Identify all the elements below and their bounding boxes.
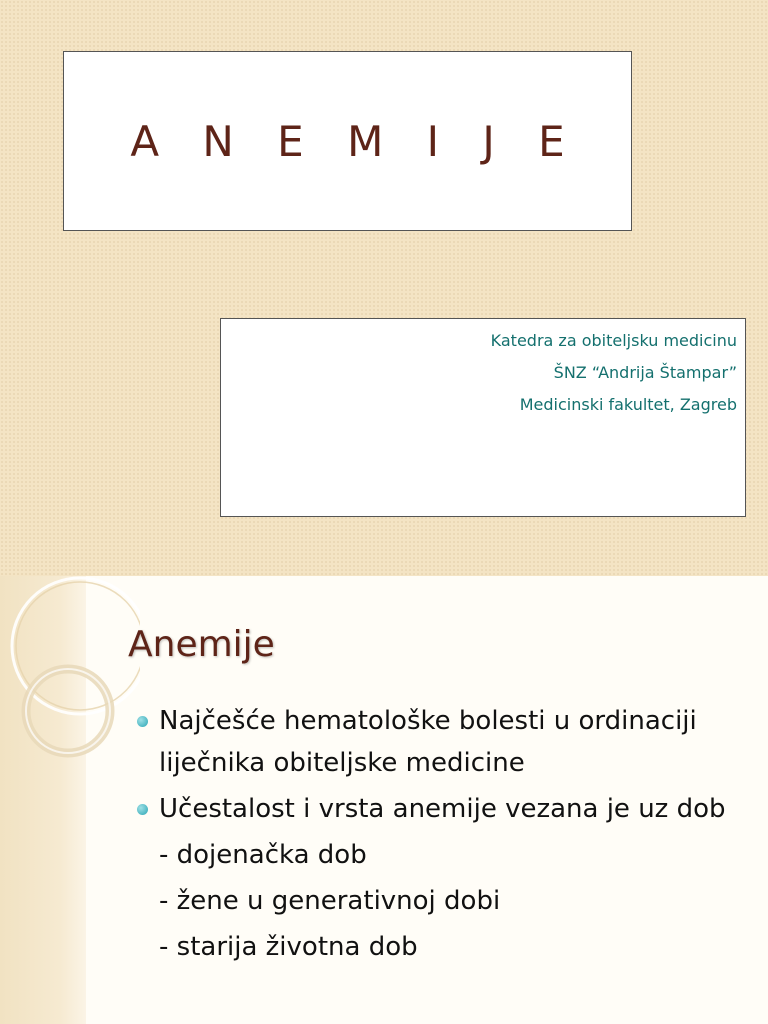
subtitle-faculty: Medicinski fakultet, Zagreb [519,395,737,414]
subtitle-school: ŠNZ “Andrija Štampar” [553,363,737,382]
subtitle-box [220,318,746,517]
content-slide-title: Anemije [128,624,275,665]
content-slide [0,576,768,1024]
sub-list-item: - žene u generativnoj dobi [159,886,501,916]
bullet-dot-icon [137,716,148,727]
slide-title: A N E M I J E [130,116,580,166]
list-item [135,788,755,830]
bullet-text: Najčešće hematološke bolesti u ordinaciji liječnika obiteljske medicine [159,706,697,778]
sub-list-item: - starija životna dob [159,932,418,962]
sub-list-item: - dojenačka dob [159,840,367,870]
bullet-text: Učestalost i vrsta anemije vezana je uz dob [159,794,726,824]
title-box [63,51,632,231]
subtitle-department: Katedra za obiteljsku medicinu [490,331,737,350]
decorative-circles-icon [0,576,140,776]
bullet-list [135,700,755,968]
list-item [135,700,755,784]
bullet-dot-icon [137,804,148,815]
